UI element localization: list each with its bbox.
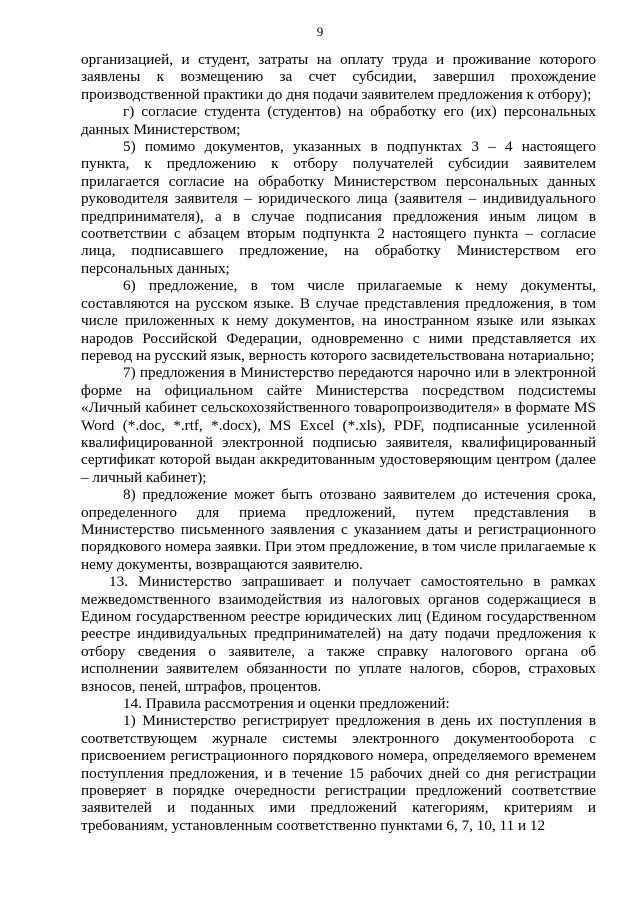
paragraph-item-8: 8) предложение может быть отозвано заявителем до истечения срока, определенного для приема предложений, путем представления в Министерство письменного заявления с указанием даты и регистрационного порядкового номера заявки. При этом предложение, в том числе прилагаемые к нему документы, возвращаются заявителю. [81,486,596,573]
paragraph-section-14-item-1: 1) Министерство регистрирует предложения в день их поступления в соответствующем журнале системы электронного документооборота с присвоением регистрационного порядкового номера, определяемого временем поступления предложения, и в течение 15 рабочих дней со дня регистрации проверяет в порядке очередности регистрации предложений соответствие заявителей и поданных ими предложений категориям, критериям и требованиям, установленным соответственно пунктами 6, 7, 10, 11 и 12 [81,712,596,834]
document-body [81,51,596,834]
paragraph-continuation: организацией, и студент, затраты на оплату труда и проживание которого заявлены к возмещению за счет субсидии, завершил прохождение производственной практики до дня подачи заявителем предложения к отбору); [81,51,596,103]
paragraph-item-5: 5) помимо документов, указанных в подпунктах 3 – 4 настоящего пункта, к предложению к отбору получателей субсидии заявителем прилагается согласие на обработку Министерством персональных данных руководителя заявителя – юридического лица (заявителя – индивидуального предпринимателя), а в случае подписания предложения иным лицом в соответствии с абзацем вторым подпункта 2 настоящего пункта – согласие лица, подписавшего предложение, на обработку Министерством его персональных данных; [81,138,596,277]
page-number: 9 [316,24,324,39]
paragraph-section-14-heading: 14. Правила рассмотрения и оценки предложений: [123,695,450,713]
paragraph-item-7: 7) предложения в Министерство передаются нарочно или в электронной форме на официальном сайте Министерства посредством подсистемы «Личный кабинет сельскохозяйственного товаропроизводителя» в формате MS Word (*.doc, *.rtf, *.docx), MS Excel (*.xls), PDF, подписанные усиленной квалифицированной электронной подписью заявителя, квалифицированный сертификат которой выдан аккредитованным удостоверяющим центром (далее – личный кабинет); [81,364,596,486]
paragraph-item-6: 6) предложение, в том числе прилагаемые к нему документы, составляются на русском языке. В случае представления предложения, в том числе приложенных к нему документов, на иностранном языке или языках народов Российской Федерации, одновременно с ними представляется их перевод на русский язык, верность которого засвидетельствована нотариально; [81,277,596,364]
paragraph-item-g: г) согласие студента (студентов) на обработку его (их) персональных данных Министерством; [81,103,596,138]
paragraph-section-13: 13. Министерство запрашивает и получает самостоятельно в рамках межведомственного взаимодействия из налоговых органов содержащиеся в Едином государственном реестре юридических лиц (Едином государственном реестре индивидуальных предпринимателей) на дату подачи предложения к отбору сведения о заявителе, а также справку налогового органа об исполнении заявителем обязанности по уплате налогов, сборов, страховых взносов, пеней, штрафов, процентов. [81,573,596,695]
